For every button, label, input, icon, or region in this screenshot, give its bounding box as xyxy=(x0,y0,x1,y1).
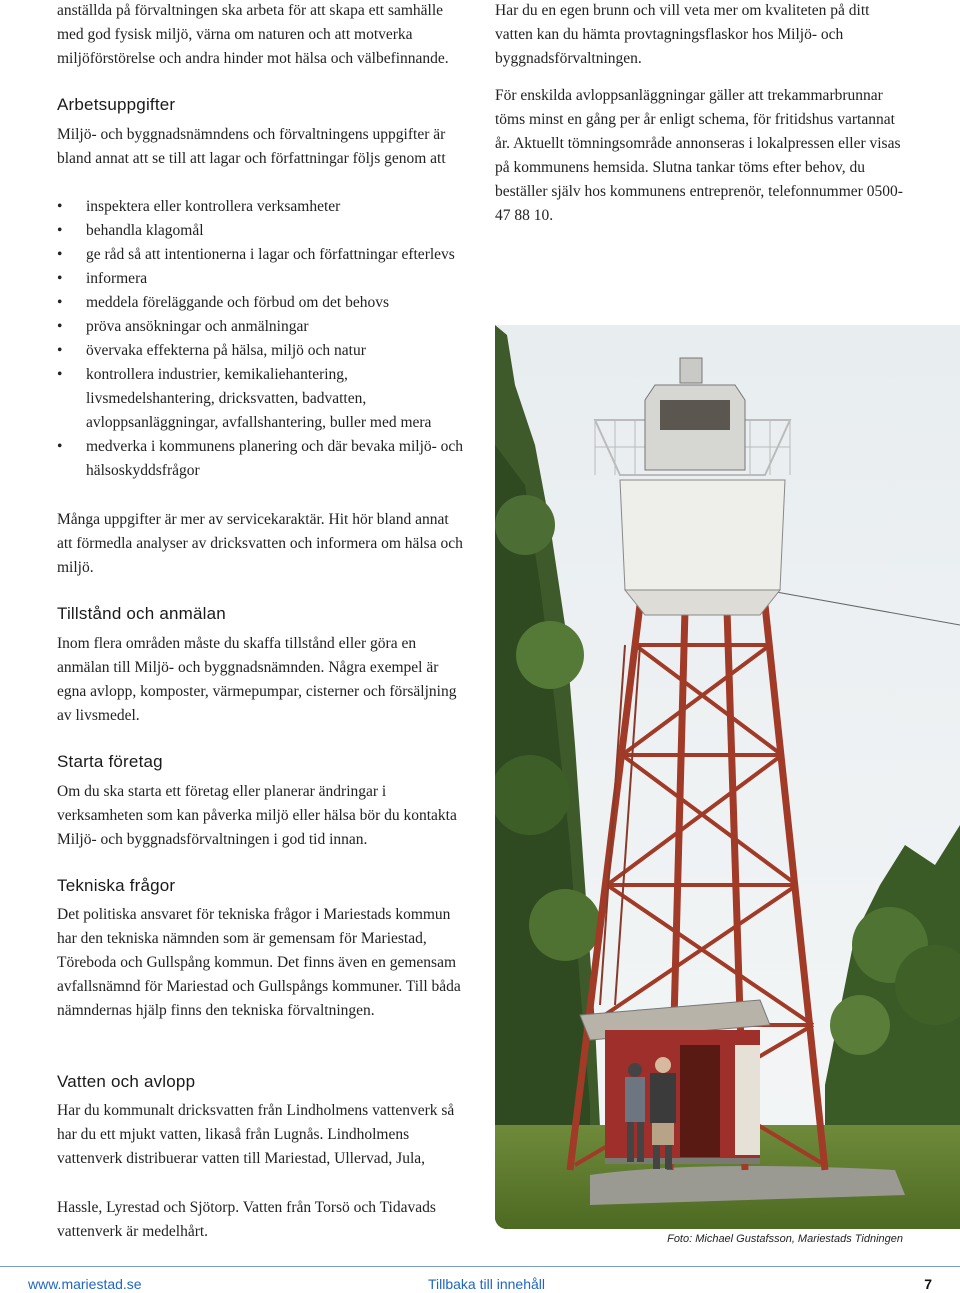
list-item: • inspektera eller kontrollera verksamheter xyxy=(57,195,467,219)
heading-starta-foretag: Starta företag xyxy=(57,752,163,771)
vatten-body-1: Har du kommunalt dricksvatten från Lindholmens vattenverk så har du ett mjukt vatten, likaså från Lugnås. Lindholmens vattenverk distribuerar vatten till Mariestad, Ullervad, Jula, xyxy=(57,1102,455,1167)
page-number: 7 xyxy=(924,1276,932,1292)
intro-paragraph: anställda på förvaltningen ska arbeta för att skapa ett samhälle med god fysisk miljö, värna om naturen och att motverka miljöförstörelse och andra hinder mot hälsa och välbefinnande. xyxy=(57,2,449,67)
list-item: • kontrollera industrier, kemikaliehantering, livsmedelshantering, dricksvatten, badvatten, avloppsanläggningar, avfallshantering, buller med mera xyxy=(57,363,467,435)
brunn-paragraph: Har du en egen brunn och vill veta mer om kvaliteten på ditt vatten kan du hämta provtagningsflaskor hos Miljö- och byggnadsförvaltningen. xyxy=(495,2,870,67)
list-item: • ge råd så att intentionerna i lagar och författningar efterlevs xyxy=(57,243,467,267)
list-item: • behandla klagomål xyxy=(57,219,467,243)
heading-tillstand: Tillstånd och anmälan xyxy=(57,604,226,623)
back-to-contents-link[interactable]: Tillbaka till innehåll xyxy=(428,1276,545,1292)
heading-arbetsuppgifter: Arbetsuppgifter xyxy=(57,95,176,114)
heading-vatten-och-avlopp: Vatten och avlopp xyxy=(57,1072,196,1091)
task-list xyxy=(57,195,467,483)
arbetsuppgifter-lead: Miljö- och byggnadsnämndens och förvaltningens uppgifter är bland annat att se till att lagar och författningar följs genom att xyxy=(57,126,446,167)
avlopp-paragraph: För enskilda avloppsanläggningar gäller att trekammarbrunnar töms minst en gång per år enligt schema, för fritidshus vartannat år. Aktuellt tömningsområde annonseras i lokalpressen eller visas på kommunens hemsida. Slutna tankar töms efter behov, du beställer själv hos kommunens entreprenör, telefonnummer 0500-47 88 10. xyxy=(495,87,903,224)
lighthouse-illustration xyxy=(495,325,960,1229)
photo-caption: Foto: Michael Gustafsson, Mariestads Tidningen xyxy=(667,1233,903,1245)
starta-body: Om du ska starta ett företag eller planerar ändringar i verksamheten som kan påverka miljö eller hälsa bör du kontakta Miljö- och byggnadsförvaltningen i god tid innan. xyxy=(57,783,457,848)
list-item: • pröva ansökningar och anmälningar xyxy=(57,315,467,339)
tillstand-body: Inom flera områden måste du skaffa tillstånd eller göra en anmälan till Miljö- och byggnadsnämnden. Några exempel är egna avlopp, komposter, värmepumpar, cisterner och försäljning av livsmedel. xyxy=(57,635,457,724)
list-item: • övervaka effekterna på hälsa, miljö och natur xyxy=(57,339,467,363)
website-link[interactable]: www.mariestad.se xyxy=(28,1276,142,1292)
tekniska-body: Det politiska ansvaret för tekniska frågor i Mariestads kommun har den tekniska nämnden som är gemensam för Mariestad, Töreboda och Gullspång kommun. Det finns även en gemensam avfallsnämnd för Mariestad och Gullspångs kommuner. Till båda nämndernas hjälp finns den tekniska förvaltningen. xyxy=(57,906,461,1019)
arbetsuppgifter-closing: Många uppgifter är mer av servicekaraktär. Hit hör bland annat att förmedla analyser av dricksvatten och informera om hälsa och miljö. xyxy=(57,511,463,576)
heading-tekniska-fragor: Tekniska frågor xyxy=(57,876,176,895)
list-item: • medverka i kommunens planering och där bevaka miljö- och hälsoskyddsfrågor xyxy=(57,435,467,483)
footer-divider xyxy=(0,1266,960,1267)
lighthouse-photo xyxy=(495,325,960,1229)
list-item: • meddela föreläggande och förbud om det behovs xyxy=(57,291,467,315)
list-item: • informera xyxy=(57,267,467,291)
vatten-body-2: Hassle, Lyrestad och Sjötorp. Vatten från Torsö och Tidavads vattenverk är medelhårt. xyxy=(57,1199,436,1240)
